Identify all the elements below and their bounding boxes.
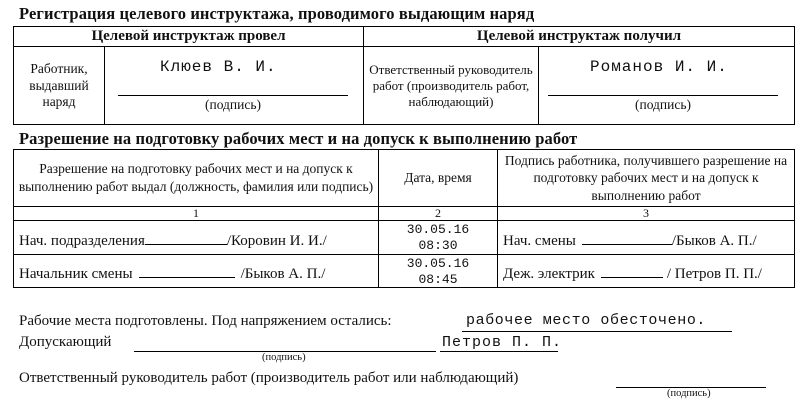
- left-signature-caption: (подпись): [204, 97, 262, 112]
- s2-header-issuer: Разрешение на подготовку рабочих мест и на допуск к выполнению работ выдал (должность, фамилия или подпись): [18, 161, 374, 194]
- table-row-1-datetime: [379, 222, 497, 254]
- row1-receiver-signature-blank: [582, 230, 672, 245]
- row1-date: 30.05.16: [406, 222, 470, 237]
- admitting-label: Допускающий: [19, 334, 112, 350]
- table-row-2-datetime: [379, 256, 497, 288]
- row1-issuer-signature-blank: [145, 230, 227, 245]
- right-signature-line: [548, 95, 778, 96]
- row2-time: 08:45: [418, 272, 458, 287]
- s2-top-border: [13, 149, 795, 150]
- s2-col-number-1: 1: [193, 205, 199, 220]
- s2-row1-divider: [13, 254, 795, 255]
- prepared-statement: Рабочие места подготовлены. Под напряжением остались:: [19, 313, 392, 329]
- row2-receiver-signature-blank: [601, 263, 663, 278]
- right-role-label: Ответственный руководитель работ (производитель работ, наблюдающий): [369, 61, 533, 110]
- s1-left-inner-divider: [104, 46, 105, 125]
- s2-number-divider: [13, 220, 795, 221]
- s2-right-border: [794, 149, 795, 288]
- s1-bottom-border: [13, 124, 795, 125]
- row1-issuer-name: /Коровин И. И./: [226, 233, 327, 249]
- row2-issuer-name: /Быков А. П./: [240, 266, 326, 282]
- right-signer-name: Романов И. И.: [590, 58, 728, 76]
- row2-issuer-role: Начальник смены: [19, 266, 133, 282]
- row1-time: 08:30: [418, 238, 458, 253]
- s1-header-left: Целевой инструктаж провел: [91, 28, 286, 45]
- row2-date: 30.05.16: [406, 256, 470, 271]
- row1-receiver-role: Нач. смены: [503, 233, 576, 249]
- s2-header-datetime: Дата, время: [404, 169, 472, 185]
- left-role-label: Работник, выдавший наряд: [29, 60, 89, 110]
- admitting-signature-caption: (подпись): [262, 352, 306, 363]
- right-signature-caption: (подпись): [634, 97, 692, 112]
- row1-issuer-role: Нач. подразделения: [19, 233, 145, 249]
- admitting-name-line: [440, 351, 558, 352]
- row2-receiver-role: Деж. электрик: [503, 266, 595, 282]
- s2-col-number-3: 3: [643, 205, 649, 220]
- left-signer-name: Клюев В. И.: [160, 58, 277, 76]
- s1-header-right: Целевой инструктаж получил: [476, 28, 682, 45]
- s2-header-receiver: Подпись работника, получившего разрешение на подготовку рабочих мест и на допуск к выполнению работ: [504, 152, 788, 203]
- table-row-1-issuer: [19, 230, 327, 250]
- prepared-value-line: [462, 331, 732, 332]
- s1-right-inner-divider: [538, 46, 539, 125]
- row1-receiver-name: /Быков А. П./: [671, 233, 757, 249]
- s1-right-border: [794, 26, 795, 125]
- responsible-label: Ответственный руководитель работ (производитель работ или наблюдающий): [19, 370, 519, 386]
- admitting-name: Петров П. П.: [442, 334, 563, 351]
- section1-title: Регистрация целевого инструктажа, проводимого выдающим наряд: [19, 4, 535, 23]
- row2-issuer-signature-blank: [139, 263, 235, 278]
- table-row-1-receiver: [503, 230, 757, 250]
- s1-header-divider: [13, 46, 795, 47]
- left-signature-line: [118, 95, 348, 96]
- section2-title: Разрешение на подготовку рабочих мест и на допуск к выполнению работ: [19, 129, 578, 148]
- table-row-2-issuer: [19, 263, 325, 283]
- prepared-value: рабочее место обесточено.: [466, 312, 707, 329]
- responsible-signature-caption: (подпись): [667, 388, 711, 399]
- row2-receiver-name: / Петров П. П./: [666, 266, 762, 282]
- s2-col-number-2: 2: [435, 205, 441, 220]
- table-row-2-receiver: [503, 263, 762, 283]
